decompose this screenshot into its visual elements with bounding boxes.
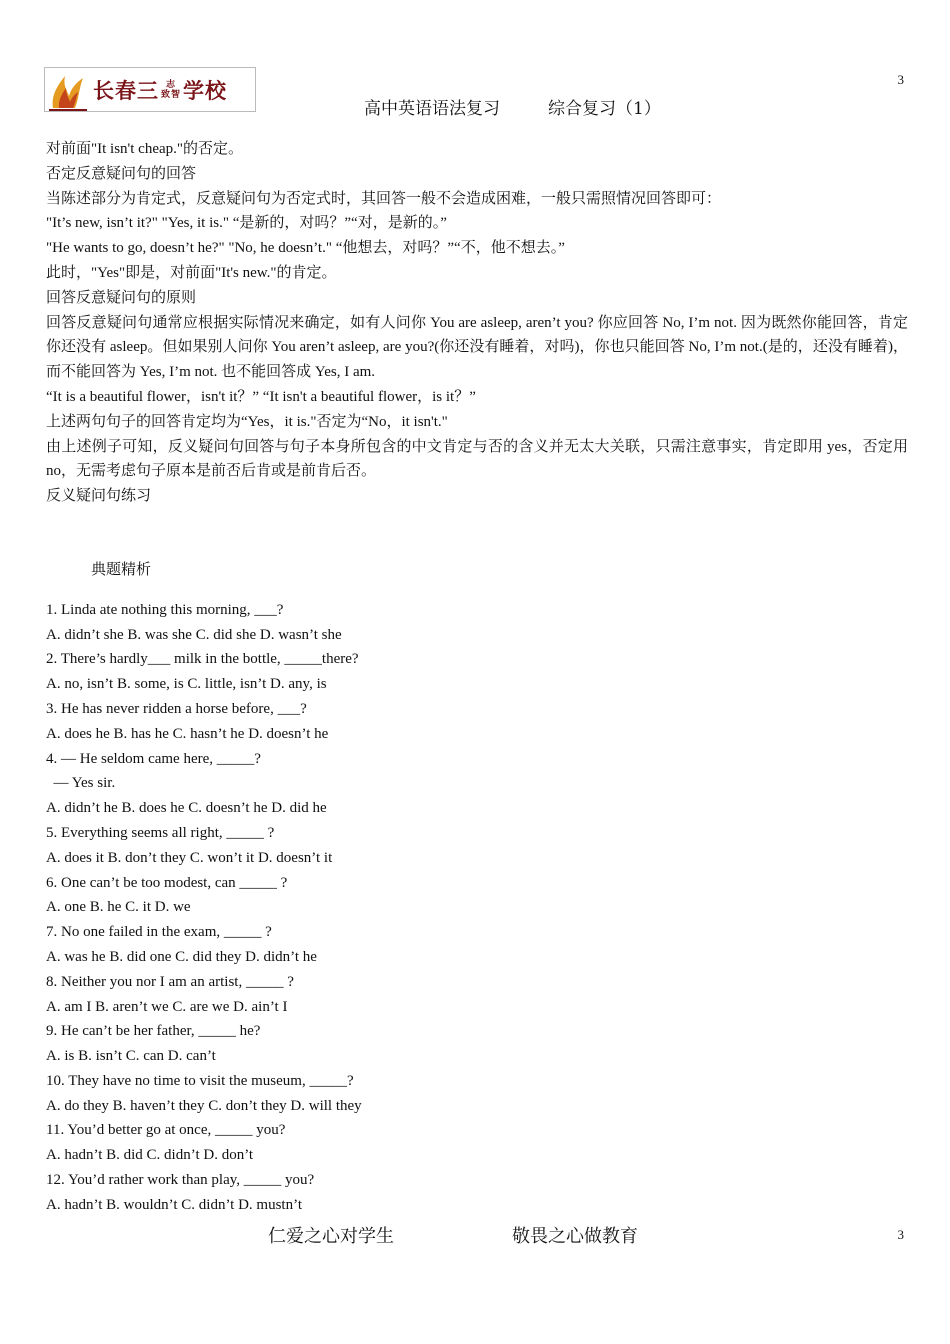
paragraph: 由上述例子可知，反义疑问句回答与句子本身所包含的中文肯定与否的含义并无太大关联，只需注意事实，肯定即用 yes，否定用 no，无需考虑句子原本是前否后肯或是前肯后否。 xyxy=(46,438,908,480)
question-stem: 8. Neither you nor I am an artist, _____ ? xyxy=(46,973,294,990)
question-stem: 3. He has never ridden a horse before, ___? xyxy=(46,700,307,717)
question-stem: 2. There’s hardly___ milk in the bottle, _____there? xyxy=(46,651,359,668)
question-stem: 4. — He seldom came here, _____? xyxy=(46,750,261,767)
question-stem: 1. Linda ate nothing this morning, ___? xyxy=(46,601,284,618)
paragraph: 回答反意疑问句通常应根据实际情况来确定，如有人问你 You are asleep, aren’t you? 你应回答 No, I’m not. 因为既然你能回答，肯定你还没有 asleep。但如果别人问你 You aren’t asleep, are you?(你还没有睡着，对吗)，你也只能回答 No, I’m not.(是的，还没有睡着)，而不能回答为 Yes, I’m not. 也不能回答成 Yes, I am. xyxy=(46,314,908,381)
question-stem: 12. You’d rather work than play, _____ you? xyxy=(46,1172,315,1189)
school-name-part-2: 学校 xyxy=(183,78,228,103)
question-options: A. was he B. did one C. did they D. didn’t he xyxy=(46,948,317,965)
school-logo xyxy=(44,67,256,112)
question-stem: 7. No one failed in the exam, _____ ? xyxy=(46,924,272,941)
section-title: 典题精析 xyxy=(91,561,152,578)
paragraph: “It is a beautiful flower，isn't it？” “It isn't a beautiful flower，is it？” xyxy=(46,388,476,405)
paragraph: 否定反意疑问句的回答 xyxy=(46,165,197,182)
question-options: A. am I B. aren’t we C. are we D. ain’t I xyxy=(46,998,288,1015)
question-response: — Yes sir. xyxy=(46,775,116,792)
question-options: A. no, isn’t B. some, is C. little, isn’t D. any, is xyxy=(46,676,327,693)
motto-top: 志 xyxy=(166,79,177,90)
question-stem: 9. He can’t be her father, _____ he? xyxy=(46,1023,261,1040)
question-options: A. didn’t he B. does he C. doesn’t he D. did he xyxy=(46,800,327,817)
question-options: A. hadn’t B. did C. didn’t D. don’t xyxy=(46,1147,254,1164)
school-motto xyxy=(161,80,181,100)
paragraph: 反义疑问句练习 xyxy=(46,488,152,505)
footer-slogan-left: 仁爱之心对学生 xyxy=(268,1226,394,1247)
question-options: A. didn’t she B. was she C. did she D. wasn’t she xyxy=(46,626,342,643)
question-options: A. hadn’t B. wouldn’t C. didn’t D. mustn’t xyxy=(46,1196,302,1213)
flame-emblem-icon xyxy=(45,68,91,111)
question-options: A. one B. he C. it D. we xyxy=(46,899,191,916)
paragraph: 上述两句句子的回答肯定均为“Yes，it is."否定为“No，it isn't." xyxy=(46,413,448,430)
document-body xyxy=(46,137,908,1218)
paragraph: 此时，"Yes"即是，对前面"It's new."的肯定。 xyxy=(46,264,337,281)
school-name-part-1: 长春三 xyxy=(93,78,159,103)
paragraph: 回答反意疑问句的原则 xyxy=(46,289,197,306)
paragraph: "He wants to go, doesn’t he?" "No, he doesn’t." “他想去，对吗？”“不，他不想去。” xyxy=(46,240,565,257)
footer-slogan-right: 敬畏之心做教育 xyxy=(512,1226,638,1247)
footer-slogan xyxy=(268,1222,638,1248)
header-page-number: 3 xyxy=(897,72,904,87)
paragraph: 对前面"It isn't cheap."的否定。 xyxy=(46,141,244,157)
footer-page-number: 3 xyxy=(897,1227,904,1242)
school-name xyxy=(93,75,227,105)
paragraph: "It’s new, isn’t it?" "Yes, it is." “是新的，对吗？”“对，是新的。” xyxy=(46,215,447,232)
question-options: A. does it B. don’t they C. won’t it D. doesn’t it xyxy=(46,849,333,866)
question-options: A. is B. isn’t C. can D. can’t xyxy=(46,1048,216,1065)
paragraph: 当陈述部分为肯定式，反意疑问句为否定式时，其回答一般不会造成困难，一般只需照情况回答即可： xyxy=(46,190,722,207)
header-title xyxy=(364,94,661,119)
question-stem: 6. One can’t be too modest, can _____ ? xyxy=(46,874,288,891)
question-list xyxy=(46,598,908,1218)
question-options: A. does he B. has he C. hasn’t he D. doesn’t he xyxy=(46,725,329,742)
document-title: 高中英语语法复习 xyxy=(364,99,500,119)
question-stem: 5. Everything seems all right, _____ ? xyxy=(46,824,275,841)
question-options: A. do they B. haven’t they C. don’t they D. will they xyxy=(46,1097,362,1114)
question-stem: 10. They have no time to visit the museum, _____? xyxy=(46,1072,354,1089)
motto-bottom: 致智 xyxy=(161,89,182,100)
question-stem: 11. You’d better go at once, _____ you? xyxy=(46,1122,286,1139)
document-subtitle: 综合复习（1） xyxy=(548,99,661,119)
